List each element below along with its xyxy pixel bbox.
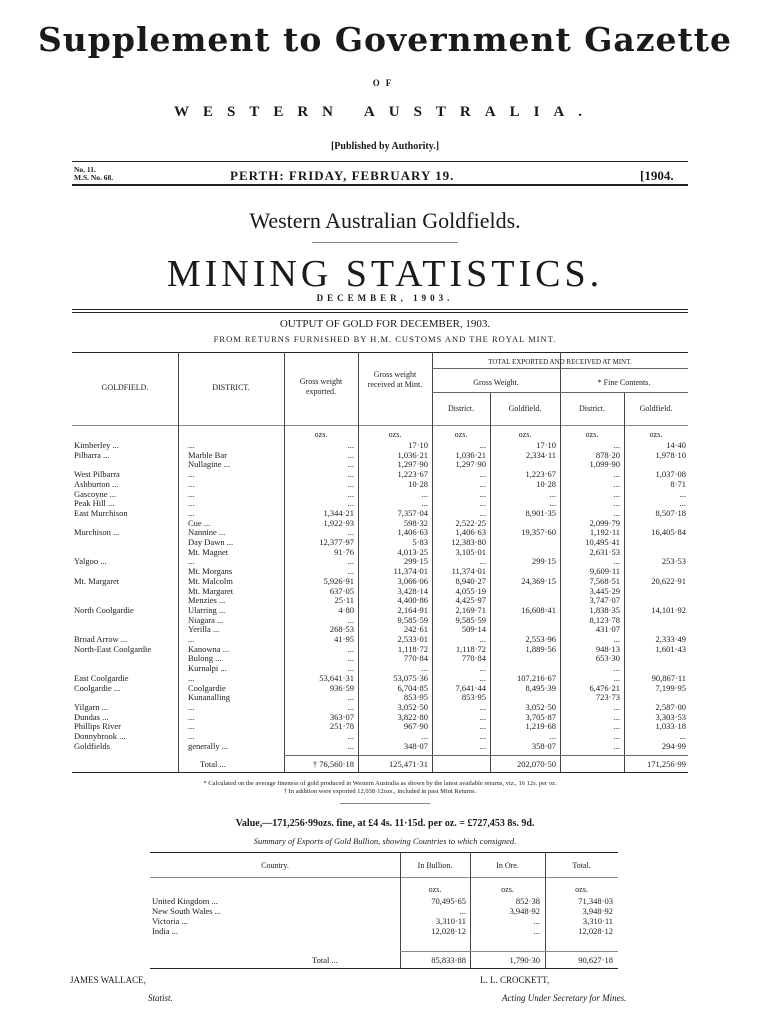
cell-exp: 25·11 [334,595,354,606]
summary-header-ore: In Ore. [496,861,519,870]
cell-mint: 6,704·85 [397,682,428,693]
cell-goldfield: Ashburton ... [74,478,119,489]
cell-goldfield: Dundas ... [74,711,109,722]
total-gross: 202,070·50 [517,759,556,769]
footnote-star: * Calculated on the average fineness of gold produced in Western Australia as shown by the latest available returns, viz., 16 12s. per oz. [203,780,557,787]
cell-fdist: 948·13 [595,643,620,654]
region-heading: Western Australian Goldfields. [249,208,521,233]
cell-exp: 53,641·31 [319,672,354,683]
cell-mint: ... [421,731,428,741]
cell-exp: ... [347,449,354,460]
published-line: [Published by Authority.] [330,141,440,152]
gazette-title: Supplement to Government Gazette [37,20,733,59]
unit-gdist: ozs. [454,430,468,439]
cell-gfield: 2,553·96 [525,634,556,644]
cell-exp: 936·59 [329,682,354,693]
cell-gfield: 16,608·41 [521,604,556,615]
cell-mint: 11,374·01 [393,566,428,577]
header-gross-exported: Gross weight exported. [299,377,343,396]
unit-fdist: ozs. [585,430,599,439]
cell-exp: 268·53 [329,624,354,635]
cell-ffield: ... [679,731,686,741]
summary-cell-country: India ... [152,926,178,936]
cell-exp: 637·05 [329,585,354,596]
dateline: PERTH: FRIDAY, FEBRUARY 19. [230,168,455,183]
cell-goldfield: North-East Coolgardie [74,643,152,654]
cell-gdist: ... [479,731,486,741]
cell-district: ... [188,556,195,567]
cell-exp: ... [347,566,354,577]
signature-left-name: JAMES WALLACE, [70,975,146,985]
cell-fdist: 3,747·07 [589,595,620,606]
cell-gdist: 2,169·71 [455,604,486,615]
cell-gdist: ... [479,498,486,509]
cell-exp: 91·76 [334,546,354,557]
cell-fdist: ... [613,478,620,489]
cell-gdist: 770·84 [461,653,486,664]
cell-district: Marble Bar [188,449,227,460]
cell-exp: 5,926·91 [323,575,354,586]
cell-gdist: 853·95 [461,692,486,703]
cell-exp: 363·07 [329,711,354,722]
cell-gfield: 10·28 [536,478,556,489]
cell-fdist: 1,838·35 [589,604,620,615]
cell-mint: 348·07 [403,740,428,751]
cell-gdist: ... [479,488,486,499]
cell-district: ... [188,478,195,489]
cell-exp: ... [347,692,354,703]
cell-fdist: ... [613,663,620,674]
cell-gdist: ... [479,672,486,683]
cell-fdist: 7,568·51 [589,575,620,586]
cell-district: ... [188,711,195,722]
cell-fdist: ... [613,498,620,509]
cell-gdist: 1,406·63 [455,527,486,538]
cell-mint: 598·32 [403,517,428,528]
cell-gdist: 3,105·01 [455,546,486,557]
header-fine-contents: * Fine Contents. [597,378,651,387]
summary-total-bullion: 85,833·88 [431,955,466,965]
issue-number [74,166,113,182]
cell-mint: 853·95 [403,692,428,703]
cell-gfield: 107,216·67 [517,672,556,683]
summary-unit-ore: ozs. [501,885,514,894]
cell-mint: 1,406·63 [397,527,428,538]
cell-goldfield: Broad Arrow ... [74,634,128,644]
summary-cell-ore: 3,948·92 [509,906,540,916]
cell-goldfield: East Coolgardie [74,672,129,683]
unit-mint: ozs. [388,430,402,439]
cell-ffield: 14,101·92 [651,604,686,615]
cell-goldfield: Donnybrook ... [74,731,126,741]
cell-fdist: 2,631·53 [589,546,620,557]
cell-gdist: 9,585·59 [455,614,486,625]
cell-ffield: ... [679,488,686,499]
cell-fdist: 10,495·41 [585,537,620,547]
cell-ffield: 2,587·00 [655,701,686,712]
cell-district: ... [188,672,195,683]
cell-exp: ... [347,556,354,567]
cell-gdist: ... [479,478,486,489]
cell-goldfield: Peak Hill ... [74,498,115,509]
cell-fdist: ... [613,488,620,499]
cell-fdist: ... [613,440,620,450]
summary-cell-ore: 852·38 [515,896,540,906]
cell-gfield: 1,219·68 [525,721,556,732]
signature-right-name: L. L. CROCKETT, [480,975,550,985]
cell-gdist: ... [479,711,486,722]
cell-exp: 1,344·21 [323,507,354,518]
cell-fdist: 6,476·21 [589,682,620,693]
summary-cell-total: 3,310·11 [582,916,613,926]
cell-mint: 3,822·80 [397,711,428,722]
cell-gfield: 24,369·15 [521,575,556,586]
cell-ffield: 8·71 [670,478,686,489]
cell-fdist: 2,099·79 [589,517,620,528]
cell-gdist: ... [479,663,486,674]
cell-ffield: 3,303·53 [655,711,686,722]
cell-district: Mt. Magnet [188,546,229,557]
cell-fdist: 8,123·78 [589,614,620,625]
summary-total-total: 90,627·18 [578,955,613,965]
header-goldfield-fine: Goldfield. [639,404,673,413]
mining-statistics-title: MINING STATISTICS. [166,253,604,295]
cell-gfield: 1,889·56 [525,643,556,654]
cell-district: Nullagine ... [188,459,231,470]
total-fine: 171,256·99 [647,759,686,769]
cell-district: Day Dawn ... [188,537,234,547]
cell-exp: 4·80 [338,604,354,615]
cell-gfield: 8,495·39 [525,682,556,693]
cell-ffield: 90,867·11 [651,672,686,683]
summary-cell-ore: ... [533,916,540,926]
summary-unit-total: ozs. [575,885,588,894]
cell-ffield: 1,037·08 [655,469,686,480]
header-district: DISTRICT. [212,383,250,392]
cell-exp: 1,922·93 [323,517,354,528]
cell-fdist: ... [613,711,620,722]
summary-cell-country: Victoria ... [152,916,188,926]
header-gross-mint: Gross weight received at Mint. [367,370,423,389]
cell-district: Ularring ... [188,604,226,615]
header-goldfield-gross: Goldfield. [508,404,542,413]
cell-ffield: 14·40 [666,440,686,450]
cell-fdist: 1,099·90 [589,459,620,470]
cell-mint: 770·84 [403,653,428,664]
cell-mint: 53,075·36 [393,672,428,683]
cell-goldfield: Mt. Margaret [74,575,120,586]
cell-gfield: 8,901·35 [525,507,556,518]
cell-fdist: ... [613,634,620,644]
cell-district: ... [188,731,195,741]
cell-fdist: 653·30 [595,653,620,664]
year: [1904. [640,168,674,183]
summary-cell-bullion: 12,028·12 [431,926,466,936]
summary-caption: Summary of Exports of Gold Bullion, showing Countries to which consigned. [253,836,517,846]
cell-goldfield: West Pilbarra [74,469,120,480]
summary-unit-bullion: ozs. [428,885,442,894]
cell-goldfield: Gascoyne ... [74,488,117,499]
summary-header-total: Total. [572,861,591,870]
cell-fdist: ... [613,469,620,480]
cell-exp: ... [347,527,354,538]
cell-district: ... [188,701,195,712]
header-total-group: TOTAL EXPORTED AND RECEIVED AT MINT. [488,358,632,366]
cell-mint: 1,118·72 [397,643,428,654]
cell-district: Kurnalpi ... [188,663,227,674]
summary-cell-total: 12,028·12 [578,926,613,936]
cell-mint: 2,533·01 [397,634,428,644]
cell-fdist: 1,192·11 [589,527,620,538]
cell-fdist: 9,609·11 [589,566,620,577]
summary-cell-bullion: 70,495·65 [431,896,466,906]
cell-mint: 967·90 [403,721,428,732]
summary-cell-country: New South Wales ... [152,906,222,916]
header-gross-weight: Gross Weight. [473,378,519,387]
cell-district: Yerilla ... [188,624,220,635]
state-name: WESTERN AUSTRALIA. [173,104,597,120]
cell-ffield: 1,601·43 [655,643,686,654]
cell-goldfield: Goldfields [74,740,110,751]
summary-cell-bullion: 3,310·11 [435,916,466,926]
cell-ffield: 20,622·91 [651,575,686,586]
header-goldfield: GOLDFIELD. [101,383,149,392]
cell-gfield: 17·10 [536,440,556,450]
cell-mint: 10·28 [408,478,428,489]
signature-right-title: Acting Under Secretary for Mines. [502,993,627,1003]
cell-goldfield: East Murchison [74,507,128,518]
cell-ffield: 1,978·10 [655,449,686,460]
ms-no: M.S. No. 68. [74,173,114,182]
cell-exp: ... [347,488,354,499]
signature-left-title: Statist. [148,993,173,1003]
output-subtitle: OUTPUT OF GOLD FOR DECEMBER, 1903. [279,318,491,330]
cell-mint: 3,066·06 [397,575,428,586]
cell-district: ... [188,498,195,509]
cell-gdist: ... [479,701,486,712]
cell-mint: ... [421,488,428,499]
cell-gfield: 19,357·60 [521,527,556,538]
cell-district: Kanowna ... [188,643,230,654]
cell-gdist: 4,055·19 [455,585,486,596]
cell-gdist: ... [479,721,486,732]
issue-no: No. 11. [74,165,96,174]
cell-district: ... [188,634,195,644]
cell-gdist: ... [479,740,486,751]
summary-header-bullion: In Bullion. [417,861,453,870]
cell-district: Nannine ... [188,527,226,538]
source-line: FROM RETURNS FURNISHED BY H.M. CUSTOMS AND THE ROYAL MINT. [213,334,557,344]
cell-fdist: 431·07 [595,624,620,635]
cell-gdist: 8,940·27 [455,575,486,586]
summary-total-label: Total ... [312,955,338,965]
cell-exp: ... [347,643,354,654]
of-label: OF [372,78,398,88]
cell-exp: ... [347,740,354,751]
cell-mint: 1,223·67 [397,469,428,480]
cell-goldfield: Phillips River [74,721,121,732]
cell-exp: 41·95 [334,634,354,644]
cell-goldfield: North Coolgardie [74,604,134,615]
header-district-fine: District. [579,404,605,413]
cell-exp: ... [347,498,354,509]
cell-district: Coolgardie [188,682,226,693]
cell-gdist: 12,383·80 [451,537,486,547]
cell-fdist: ... [613,507,620,518]
cell-district: ... [188,721,195,732]
cell-gdist: 11,374·01 [451,566,486,577]
cell-ffield: 294·99 [661,740,686,751]
period: DECEMBER, 1903. [316,293,454,303]
cell-gdist: ... [479,634,486,644]
cell-district: Niagara ... [188,614,224,625]
cell-fdist: ... [613,701,620,712]
cell-goldfield: Murchison ... [74,527,120,538]
cell-gdist: 1,118·72 [455,643,486,654]
cell-mint: 5·83 [412,537,428,547]
header-district-gross: District. [448,404,474,413]
cell-exp: ... [347,440,354,450]
cell-district: ... [188,507,195,518]
cell-mint: 4,013·25 [397,546,428,557]
cell-ffield: 2,333·49 [655,634,686,644]
unit-gfield: ozs. [518,430,532,439]
cell-mint: 3,428·14 [397,585,428,596]
cell-district: ... [188,469,195,480]
summary-header-country: Country. [261,861,289,870]
cell-fdist: ... [613,731,620,741]
cell-exp: ... [347,663,354,674]
cell-gfield: ... [549,731,556,741]
cell-fdist: ... [613,740,620,751]
cell-district: Mt. Malcolm [188,575,233,586]
cell-gfield: 1,223·67 [525,469,556,480]
total-exported: † 76,560·18 [312,759,354,769]
cell-exp: ... [347,731,354,741]
cell-exp: ... [347,701,354,712]
cell-mint: 242·61 [403,624,428,635]
cell-exp: ... [347,653,354,664]
summary-total-ore: 1,790·30 [509,955,540,965]
cell-gdist: 1,297·90 [455,459,486,470]
cell-exp: ... [347,614,354,625]
cell-gfield: 358·07 [531,740,556,751]
cell-fdist: ... [613,672,620,683]
summary-cell-ore: ... [533,926,540,936]
summary-cell-bullion: ... [459,906,466,916]
cell-district: Mt. Morgans [188,566,233,577]
cell-gfield: 3,705·87 [525,711,556,722]
cell-ffield: 253·53 [661,556,686,567]
cell-ffield: 1,033·18 [655,721,686,732]
cell-gdist: ... [479,469,486,480]
cell-exp: 251·78 [329,721,354,732]
cell-district: Cue ... [188,517,211,528]
total-mint: 125,471·31 [389,759,428,769]
cell-mint: 1,036·21 [397,449,428,460]
cell-gfield: 3,052·50 [525,701,556,712]
cell-district: Kunanalling [188,692,231,703]
cell-ffield: 16,405·84 [651,527,686,538]
cell-mint: 1,297·90 [397,459,428,470]
cell-gdist: 509·14 [461,624,486,635]
unit-ffield: ozs. [649,430,663,439]
cell-fdist: 878·20 [595,449,620,460]
cell-gdist: 1,036·21 [455,449,486,460]
cell-goldfield: Yalgoo ... [74,556,107,567]
cell-gfield: 2,334·11 [525,449,556,460]
value-line: Value,—171,256·99ozs. fine, at £4 4s. 11·15d. per oz. = £727,453 8s. 9d. [235,818,535,829]
unit-exported: ozs. [314,430,328,439]
cell-gdist: 2,522·25 [455,517,486,528]
cell-mint: ... [421,498,428,509]
cell-gdist: ... [479,556,486,567]
cell-mint: 9,585·59 [397,614,428,625]
footnote-dagger: † In addition were exported 12,038·12ozs., included in past Mint Returns. [283,788,477,795]
cell-exp: ... [347,469,354,480]
cell-gdist: ... [479,440,486,450]
cell-mint: 7,357·04 [397,507,428,518]
cell-exp: ... [347,478,354,489]
cell-mint: 2,164·91 [397,604,428,615]
cell-goldfield: Kimberley ... [74,440,119,450]
cell-mint: 17·10 [408,440,428,450]
cell-fdist: ... [613,556,620,567]
cell-gdist: ... [479,507,486,518]
summary-cell-total: 71,348·03 [578,896,613,906]
cell-fdist: ... [613,721,620,732]
cell-gdist: 7,641·44 [455,682,486,693]
cell-goldfield: Yilgarn ... [74,701,108,712]
cell-goldfield: Pilbarra ... [74,449,110,460]
summary-cell-total: 3,948·92 [582,906,613,916]
cell-gdist: 4,425·97 [455,595,486,606]
cell-exp: 12,377·97 [319,537,354,547]
cell-mint: ... [421,663,428,674]
cell-fdist: 3,445·29 [589,585,620,596]
cell-ffield: ... [679,498,686,509]
cell-gfield: 299·15 [531,556,556,567]
total-label: Total ... [200,759,226,769]
cell-fdist: 723·73 [595,692,620,703]
cell-mint: 299·15 [403,556,428,567]
cell-district: generally ... [188,740,229,751]
cell-mint: 3,052·50 [397,701,428,712]
cell-district: Mt. Margaret [188,585,234,596]
summary-cell-country: United Kingdom ... [152,896,218,906]
cell-mint: 4,400·86 [397,595,428,606]
cell-district: Bulong ... [188,653,222,664]
cell-ffield: 7,199·95 [655,682,686,693]
footnotes [100,780,660,796]
cell-gfield: ... [549,488,556,499]
cell-goldfield: Coolgardie ... [74,682,121,693]
cell-district: Menzies ... [188,595,226,606]
cell-ffield: 8,507·18 [655,507,686,518]
cell-gfield: ... [549,498,556,509]
cell-exp: ... [347,459,354,470]
cell-district: ... [188,488,195,499]
cell-district: ... [188,440,195,450]
